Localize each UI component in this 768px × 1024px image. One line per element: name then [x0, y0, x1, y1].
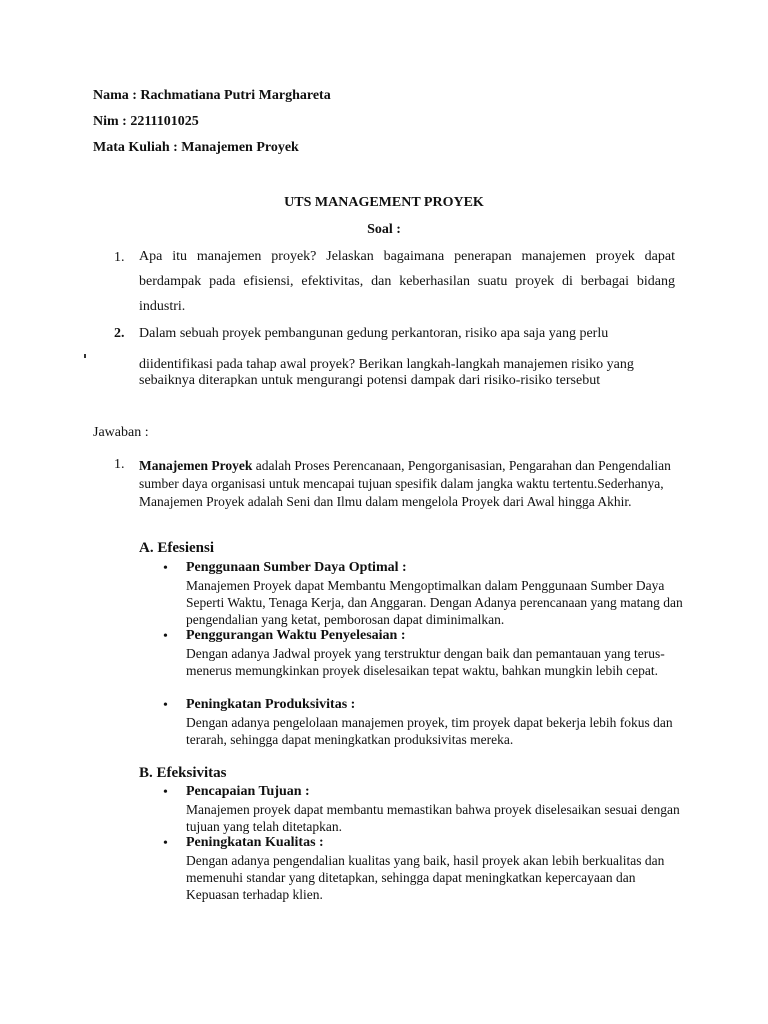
answer-1-number: 1. [114, 457, 125, 472]
soal-label: Soal : [367, 222, 401, 237]
section-b-item-2-text: Dengan adanya pengendalian kualitas yang baik, hasil proyek akan lebih berkualitas dan memenuhi standar yang ditetapkan, sehingga dapat meningkatkan kepercayaan dan Kepuasan terhadap klien. [186, 853, 665, 902]
section-a-item-1-text: Manajemen Proyek dapat Membantu Mengoptimalkan dalam Penggunaan Sumber Daya Seperti Waktu, Tenaga Kerja, dan Anggaran. Dengan Adanya perencanaan yang matang dan pengendalian yang ketat, pemborosan dapat diminimalkan. [186, 578, 683, 627]
jawaban-label: Jawaban : [93, 425, 149, 440]
stray-mark [84, 354, 86, 358]
question-1-text: Apa itu manajemen proyek? Jelaskan bagaimana penerapan manajemen proyek dapat berdampak pada efisiensi, efektivitas, dan keberhasilan suatu proyek di berbagai bidang industri. [139, 249, 675, 314]
course-name: Mata Kuliah : Manajemen Proyek [93, 140, 299, 155]
section-a-item-2-heading: Penggurangan Waktu Penyelesaian : [186, 628, 406, 643]
bullet-icon: • [163, 698, 168, 713]
question-1-number: 1. [114, 250, 125, 265]
student-name: Nama : Rachmatiana Putri Marghareta [93, 88, 331, 103]
bullet-icon: • [163, 785, 168, 800]
section-b-item-1-text: Manajemen proyek dapat membantu memastikan bahwa proyek diselesaikan sesuai dengan tujuan yang telah ditetapkan. [186, 802, 680, 834]
section-b-heading: B. Efeksivitas [139, 765, 227, 781]
exam-title: UTS MANAGEMENT PROYEK [284, 195, 484, 210]
student-nim: Nim : 2211101025 [93, 114, 199, 129]
answer-1-definition: adalah Proses Perencanaan, Pengorganisasian, Pengarahan dan Pengendalian sumber daya organisasi untuk mencapai tujuan spesifik dalam jangka waktu tertentu.Sederhanya, Manajemen Proyek adalah Seni dan Ilmu dalam mengelola Proyek dari Awal hingga Akhir. [139, 458, 671, 509]
answer-1-text [139, 457, 679, 511]
section-a-item-3-heading: Peningkatan Produksivitas : [186, 697, 356, 712]
bullet-icon: • [163, 836, 168, 851]
section-a-item-1-heading: Penggunaan Sumber Daya Optimal : [186, 560, 407, 575]
question-2-line-3: sebaiknya diterapkan untuk mengurangi potensi dampak dari risiko-risiko tersebut [139, 373, 601, 388]
bullet-icon: • [163, 561, 168, 576]
section-a-item-2-text: Dengan adanya Jadwal proyek yang terstruktur dengan baik dan pemantauan yang terus-menerus memungkinkan proyek diselesaikan tepat waktu, bahkan mungkin lebih cepat. [186, 646, 665, 678]
question-2-number: 2. [114, 326, 125, 341]
section-a-item-3-text: Dengan adanya pengelolaan manajemen proyek, tim proyek dapat bekerja lebih fokus dan terarah, sehingga dapat meningkatkan produksivitas mereka. [186, 715, 673, 747]
question-2-line-2: diidentifikasi pada tahap awal proyek? Berikan langkah-langkah manajemen risiko yang [139, 357, 634, 372]
section-b-item-1-heading: Pencapaian Tujuan : [186, 784, 310, 799]
section-b-item-2-heading: Peningkatan Kualitas : [186, 835, 324, 850]
question-2-line-1: Dalam sebuah proyek pembangunan gedung perkantoran, risiko apa saja yang perlu [139, 326, 609, 341]
section-a-heading: A. Efesiensi [139, 540, 214, 556]
bullet-icon: • [163, 629, 168, 644]
answer-1-term: Manajemen Proyek [139, 458, 253, 473]
